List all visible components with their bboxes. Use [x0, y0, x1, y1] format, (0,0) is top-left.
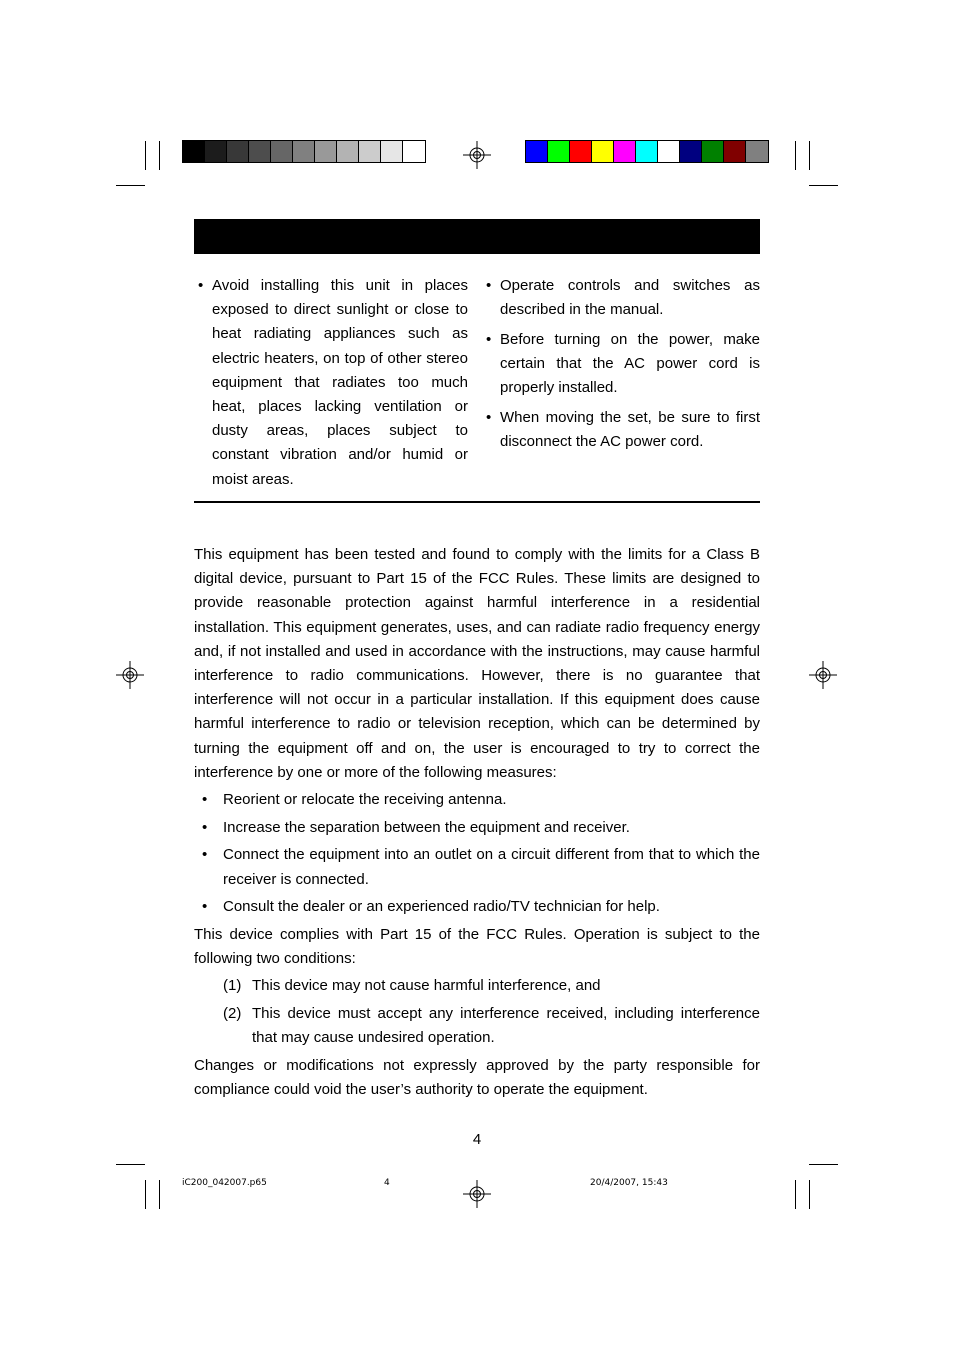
- crop-mark: [159, 141, 160, 170]
- measure-text: Connect the equipment into an outlet on a circuit different from that to which the receiver is connected.: [223, 846, 760, 888]
- list-item: [194, 1002, 760, 1050]
- footer-filename: iC200_042007.p65: [182, 1178, 267, 1188]
- crop-mark: [809, 1180, 810, 1209]
- fcc-statement: [194, 543, 760, 1102]
- calibration-swatch: [614, 141, 636, 162]
- registration-mark-icon: [463, 141, 491, 169]
- calibration-swatch: [724, 141, 746, 162]
- calibration-swatch: [548, 141, 570, 162]
- calibration-swatch: [359, 141, 381, 162]
- condition-number: (2): [223, 1004, 242, 1022]
- precaution-item: [484, 328, 760, 401]
- calibration-swatch: [680, 141, 702, 162]
- fcc-warning: Changes or modifications not expressly approved by the party responsible for compliance could void the user’s authority to operate the equipment.: [194, 1057, 760, 1099]
- calibration-swatch: [227, 141, 249, 162]
- calibration-swatch: [381, 141, 403, 162]
- calibration-swatch: [526, 141, 548, 162]
- bullet: •: [198, 277, 204, 294]
- bullet: •: [202, 898, 208, 916]
- calibration-swatch: [249, 141, 271, 162]
- bullet: •: [486, 330, 492, 348]
- footer-datetime: 20/4/2007, 15:43: [590, 1178, 668, 1188]
- bullet: •: [202, 791, 208, 809]
- crop-mark: [145, 1180, 146, 1209]
- crop-mark: [159, 1180, 160, 1209]
- crop-mark: [795, 141, 796, 170]
- condition-text: This device must accept any interference received, including interference that may cause undesired operation.: [252, 1004, 760, 1046]
- calibration-swatch: [293, 141, 315, 162]
- color-calibration-bar: [525, 140, 769, 163]
- crop-mark: [795, 1180, 796, 1209]
- precaution-item: [484, 274, 760, 322]
- bullet: •: [202, 818, 208, 836]
- measure-text: Consult the dealer or an experienced radio/TV technician for help.: [223, 898, 660, 916]
- precautions-right-column: [484, 274, 760, 454]
- crop-mark: [116, 1164, 145, 1165]
- calibration-swatch: [271, 141, 293, 162]
- measure-text: Increase the separation between the equipment and receiver.: [223, 818, 630, 836]
- conditions-list: [194, 974, 760, 1050]
- calibration-swatch: [592, 141, 614, 162]
- registration-mark-icon: [116, 661, 144, 689]
- list-item: [194, 895, 760, 919]
- footer-page: 4: [384, 1178, 390, 1188]
- calibration-swatch: [658, 141, 680, 162]
- calibration-swatch: [403, 141, 425, 162]
- section-header-bar: [194, 219, 760, 254]
- registration-mark-icon: [463, 1180, 491, 1208]
- list-item: [194, 843, 760, 891]
- list-item: [194, 974, 760, 998]
- crop-mark: [809, 141, 810, 170]
- crop-mark: [809, 185, 838, 186]
- crop-mark: [809, 1164, 838, 1165]
- calibration-swatch: [315, 141, 337, 162]
- calibration-swatch: [183, 141, 205, 162]
- bullet: •: [486, 277, 492, 294]
- fcc-intro: This equipment has been tested and found to comply with the limits for a Class B digital device, pursuant to Part 15 of the FCC Rules. These limits are designed to provide reasonable protection against harmful interference in a residential installation. This equipment generates, uses, and can radiate radio frequency energy and, if not installed and used in accordance with the instructions, may cause harmful interference to radio communications. However, there is no guarantee that interference will not occur in a particular installation. If this equipment does cause harmful interference to radio or television reception, which can be determined by turning the equipment off and on, the user is encouraged to try to correct the interference by one or more of the following measures:: [194, 546, 760, 781]
- precaution-text: Avoid installing this unit in places exposed to direct sunlight or close to heat radiating appliances such as electric heaters, on top of other stereo equipment that radiates too much heat, places lacking ventilation or dusty areas, places subject to constant vibration and/or humid or moist areas.: [212, 277, 468, 488]
- calibration-swatch: [337, 141, 359, 162]
- calibration-swatch: [205, 141, 227, 162]
- precaution-item: [196, 274, 468, 492]
- calibration-swatch: [570, 141, 592, 162]
- precaution-item: [484, 406, 760, 454]
- list-item: [194, 816, 760, 840]
- bullet: •: [486, 409, 492, 427]
- grayscale-calibration-bar: [182, 140, 426, 163]
- registration-mark-icon: [809, 661, 837, 689]
- crop-mark: [145, 141, 146, 170]
- precaution-text: Operate controls and switches as described in the manual.: [500, 277, 760, 319]
- condition-number: (1): [223, 977, 242, 995]
- precaution-text: When moving the set, be sure to first disconnect the AC power cord.: [500, 409, 760, 451]
- section-divider: [194, 501, 760, 503]
- calibration-swatch: [746, 141, 768, 162]
- precautions-left-column: [196, 274, 468, 492]
- crop-mark: [116, 185, 145, 186]
- precaution-text: Before turning on the power, make certain that the AC power cord is properly installed.: [500, 330, 760, 397]
- page-number: 4: [472, 1131, 482, 1148]
- calibration-swatch: [702, 141, 724, 162]
- fcc-compliance: This device complies with Part 15 of the FCC Rules. Operation is subject to the following two conditions:: [194, 926, 760, 968]
- condition-text: This device may not cause harmful interference, and: [252, 977, 601, 995]
- bullet: •: [202, 846, 208, 864]
- measures-list: [194, 788, 760, 920]
- measure-text: Reorient or relocate the receiving antenna.: [223, 791, 507, 809]
- list-item: [194, 788, 760, 812]
- calibration-swatch: [636, 141, 658, 162]
